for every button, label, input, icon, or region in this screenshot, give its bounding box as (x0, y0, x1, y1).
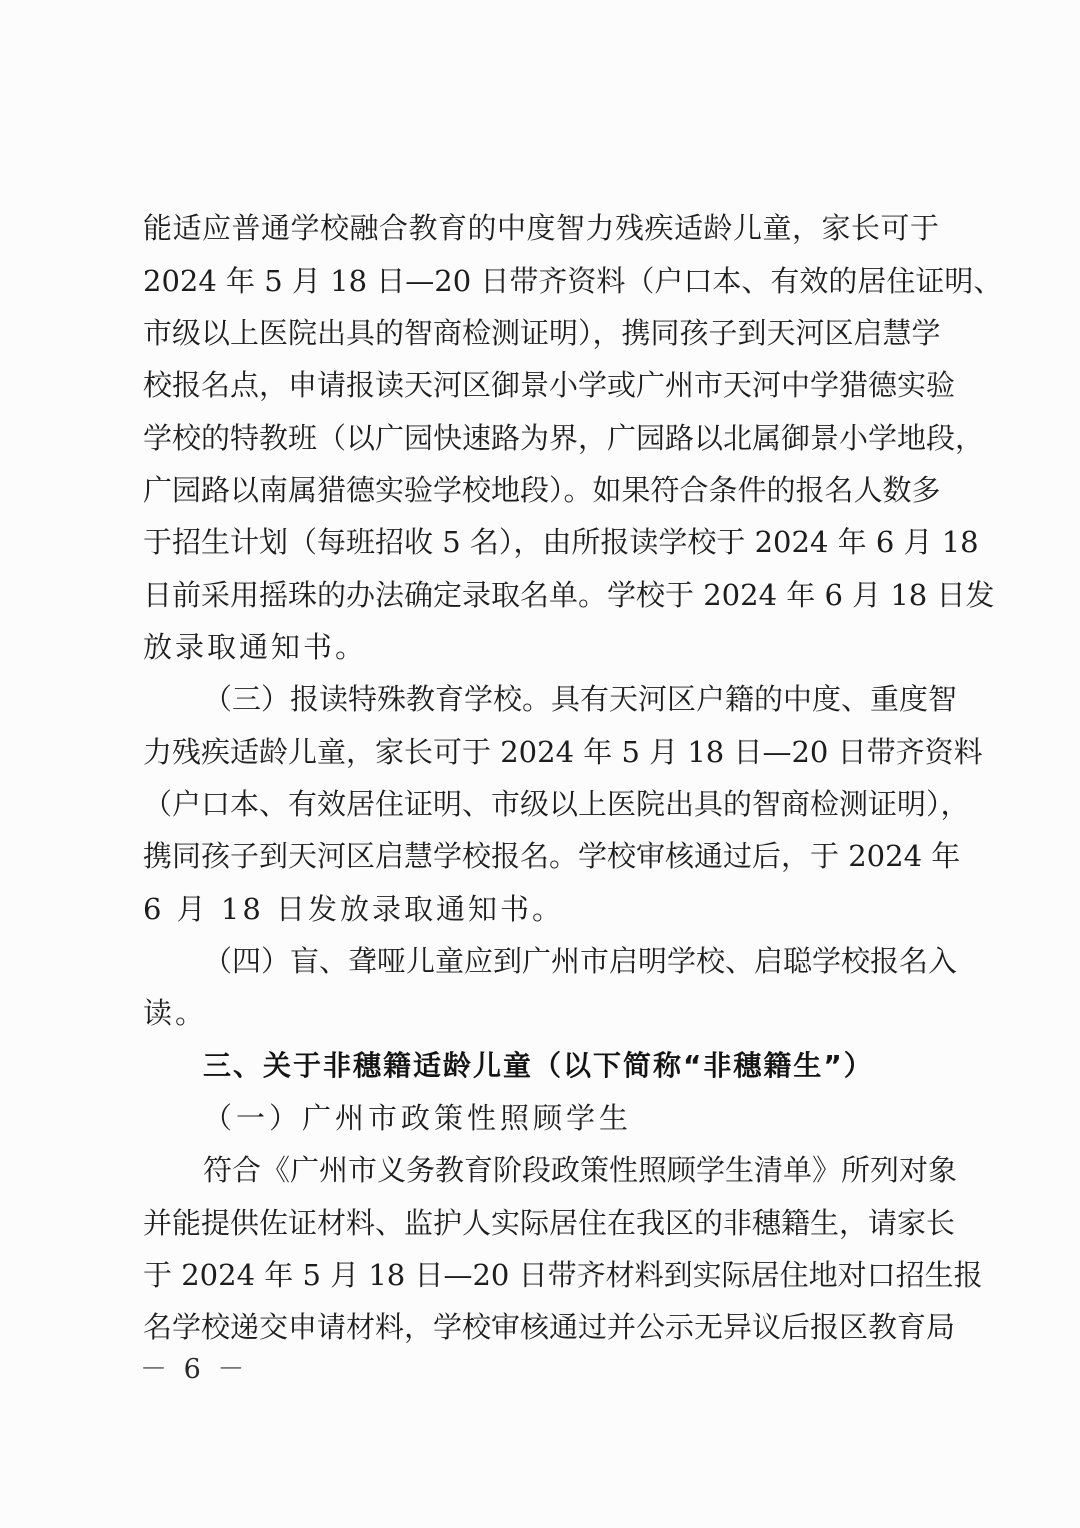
section-paragraph-start: （三）报读特殊教育学校。具有天河区户籍的中度、重度智 (203, 682, 958, 716)
body-line: 读。 (143, 996, 208, 1030)
body-line: 力残疾适龄儿童，家长可于 2024 年 5 月 18 日—20 日带齐资料 (143, 735, 983, 769)
body-line: （户口本、有效居住证明、市级以上医院出具的智商检测证明）， (143, 787, 970, 821)
body-line: 放录取通知书。 (143, 630, 368, 664)
body-line: 市级以上医院出具的智商检测证明），携同孩子到天河区启慧学 (143, 316, 941, 350)
section-paragraph-start: （四）盲、聋哑儿童应到广州市启明学校、启聪学校报名入 (203, 944, 958, 978)
body-line: 学校的特教班（以广园快速路为界，广园路以北属御景小学地段， (143, 421, 985, 455)
subsection-heading: （一）广州市政策性照顾学生 (203, 1101, 633, 1135)
page-number: － 6 － (140, 1354, 249, 1385)
section-heading: 三、关于非穗籍适龄儿童（以下简称“非穗籍生”） (203, 1049, 874, 1082)
body-line: 于招生计划（每班招收 5 名），由所报读学校于 2024 年 6 月 18 (143, 525, 979, 559)
body-line: 并能提供佐证材料、监护人实际居住在我区的非穗籍生，请家长 (143, 1206, 956, 1240)
body-line: 能适应普通学校融合教育的中度智力残疾适龄儿童，家长可于 (143, 211, 939, 245)
body-line: 2024 年 5 月 18 日—20 日带齐资料（户口本、有效的居住证明、 (143, 264, 1003, 298)
body-line: 6 月 18 日发放录取通知书。 (143, 892, 565, 926)
body-line: 日前采用摇珠的办法确定录取名单。学校于 2024 年 6 月 18 日发 (143, 578, 995, 612)
body-line: 广园路以南属猎德实验学校地段）。如果符合条件的报名人数多 (143, 473, 941, 507)
body-line: 携同孩子到天河区启慧学校报名。学校审核通过后，于 2024 年 (143, 839, 961, 873)
section-paragraph-start: 符合《广州市义务教育阶段政策性照顾学生清单》所列对象 (203, 1153, 958, 1187)
body-line: 校报名点，申请报读天河区御景小学或广州市天河中学猎德实验 (143, 368, 956, 402)
body-line: 名学校递交申请材料，学校审核通过并公示无异议后报区教育局 (143, 1310, 956, 1344)
body-line: 于 2024 年 5 月 18 日—20 日带齐材料到实际居住地对口招生报 (143, 1258, 983, 1292)
